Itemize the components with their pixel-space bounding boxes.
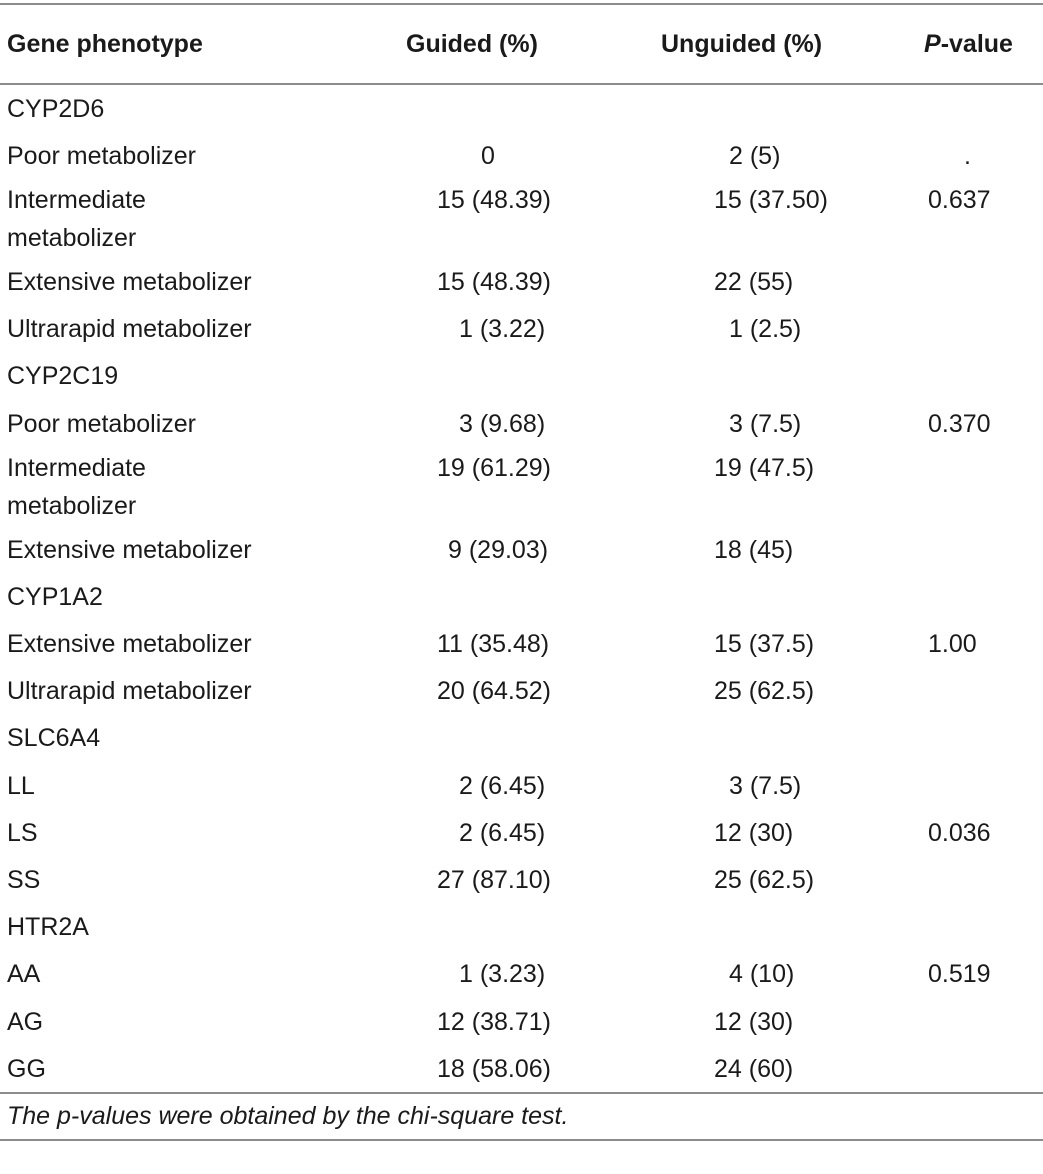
guided-value: 11 (35.48): [437, 630, 550, 659]
table-row: [0, 951, 1043, 998]
unguided-value: 3 (7.5): [729, 409, 802, 438]
gene-group-row: [0, 573, 1043, 620]
guided-value: 12 (38.71): [437, 1007, 551, 1036]
gene-group-row: [0, 904, 1043, 951]
unguided-value: 12 (30): [714, 1007, 794, 1036]
gene-group-row: [0, 715, 1043, 762]
guided-value: 1 (3.23): [459, 960, 546, 989]
phenotype-name: Poor metabolizer: [7, 141, 196, 170]
gene-group-row: [0, 353, 1043, 400]
p-value: [922, 526, 1043, 573]
header-unguided: Unguided (%): [604, 4, 922, 84]
table-row: [0, 306, 1043, 353]
table-body: [0, 84, 1043, 1093]
p-value: [922, 904, 1043, 951]
p-value: [922, 306, 1043, 353]
header-p-italic: P: [924, 29, 941, 58]
gene-name: CYP1A2: [7, 582, 103, 611]
p-value: [922, 762, 1043, 809]
p-value: [922, 1045, 1043, 1093]
table-row: [0, 998, 1043, 1045]
unguided-value: 18 (45): [714, 535, 794, 564]
guided-value: 20 (64.52): [437, 677, 551, 706]
p-value: [922, 258, 1043, 305]
table-row: [0, 856, 1043, 903]
phenotype-name: LS: [7, 818, 38, 847]
guided-value: 1 (3.22): [459, 315, 546, 344]
gene-name: CYP2C19: [7, 362, 119, 391]
p-value: 0.637: [928, 186, 991, 215]
footnote-row: [0, 1093, 1043, 1140]
unguided-value: [604, 904, 922, 951]
unguided-value: 15 (37.5): [714, 630, 815, 659]
phenotype-name: AG: [7, 1007, 44, 1036]
guided-value: [352, 715, 604, 762]
gene-name: CYP2D6: [7, 94, 105, 123]
phenotype-name: AA: [7, 960, 41, 989]
table-row: [0, 526, 1043, 573]
table-row: [0, 762, 1043, 809]
p-value: 1.00: [928, 630, 977, 659]
p-value: [922, 573, 1043, 620]
unguided-value: [604, 715, 922, 762]
guided-value: 18 (58.06): [437, 1054, 551, 1083]
phenotype-name: Ultrarapid metabolizer: [7, 315, 252, 344]
phenotype-name: Ultrarapid metabolizer: [7, 677, 252, 706]
unguided-value: [604, 573, 922, 620]
unguided-value: 2 (5): [729, 141, 781, 170]
phenotype-name: LL: [7, 771, 35, 800]
table-row: [0, 1045, 1043, 1093]
guided-value: 2 (6.45): [459, 818, 546, 847]
guided-value: 2 (6.45): [459, 771, 546, 800]
guided-value: 3 (9.68): [459, 409, 546, 438]
p-value: [922, 715, 1043, 762]
phenotype-name: Extensive metabolizer: [7, 630, 252, 659]
guided-value: [352, 573, 604, 620]
table-row: [0, 400, 1043, 447]
unguided-value: 19 (47.5): [714, 454, 815, 483]
table-row: [0, 809, 1043, 856]
guided-value: 19 (61.29): [437, 454, 551, 483]
p-value: [922, 998, 1043, 1045]
header-gene-phenotype: Gene phenotype: [0, 4, 352, 84]
p-value: [922, 668, 1043, 715]
phenotype-name: Intermediate metabolizer: [7, 453, 146, 520]
header-guided: Guided (%): [352, 4, 604, 84]
p-value: 0.370: [928, 409, 991, 438]
phenotype-name: Extensive metabolizer: [7, 535, 252, 564]
phenotype-name: Intermediate metabolizer: [7, 185, 146, 252]
table-row: [0, 621, 1043, 668]
guided-value: 27 (87.10): [437, 866, 551, 895]
gene-name: HTR2A: [7, 913, 89, 942]
unguided-value: 12 (30): [714, 818, 794, 847]
p-value: 0.519: [928, 960, 991, 989]
table-row: [0, 179, 1043, 258]
p-value: 0.036: [928, 818, 991, 847]
unguided-value: 15 (37.50): [714, 186, 828, 215]
guided-value: 0: [481, 141, 495, 170]
unguided-value: 4 (10): [729, 960, 795, 989]
unguided-value: 25 (62.5): [714, 677, 815, 706]
header-row: [0, 4, 1043, 84]
guided-value: [352, 353, 604, 400]
unguided-value: 3 (7.5): [729, 771, 802, 800]
footnote: The p-values were obtained by the chi-square test.: [0, 1093, 1043, 1140]
phenotype-name: SS: [7, 866, 41, 895]
p-value: [922, 856, 1043, 903]
table-row: [0, 447, 1043, 526]
table-row: [0, 132, 1043, 179]
guided-value: [352, 904, 604, 951]
guided-value: 9 (29.03): [448, 535, 549, 564]
unguided-value: [604, 353, 922, 400]
unguided-value: [604, 84, 922, 132]
guided-value: 15 (48.39): [437, 186, 551, 215]
phenotype-name: Poor metabolizer: [7, 409, 196, 438]
p-value: [922, 84, 1043, 132]
table-row: [0, 668, 1043, 715]
p-value: [922, 353, 1043, 400]
table-row: [0, 258, 1043, 305]
unguided-value: 1 (2.5): [729, 315, 802, 344]
unguided-value: 24 (60): [714, 1054, 794, 1083]
unguided-value: 22 (55): [714, 267, 794, 296]
unguided-value: 25 (62.5): [714, 866, 815, 895]
gene-phenotype-table: [0, 3, 1043, 1141]
guided-value: [352, 84, 604, 132]
phenotype-name: GG: [7, 1054, 46, 1083]
header-p-rest: -value: [940, 29, 1013, 58]
guided-value: 15 (48.39): [437, 267, 551, 296]
gene-group-row: [0, 84, 1043, 132]
p-value: .: [964, 141, 971, 170]
p-value: [922, 447, 1043, 526]
header-p-value: [922, 4, 1043, 84]
gene-name: SLC6A4: [7, 724, 101, 753]
phenotype-name: Extensive metabolizer: [7, 267, 252, 296]
